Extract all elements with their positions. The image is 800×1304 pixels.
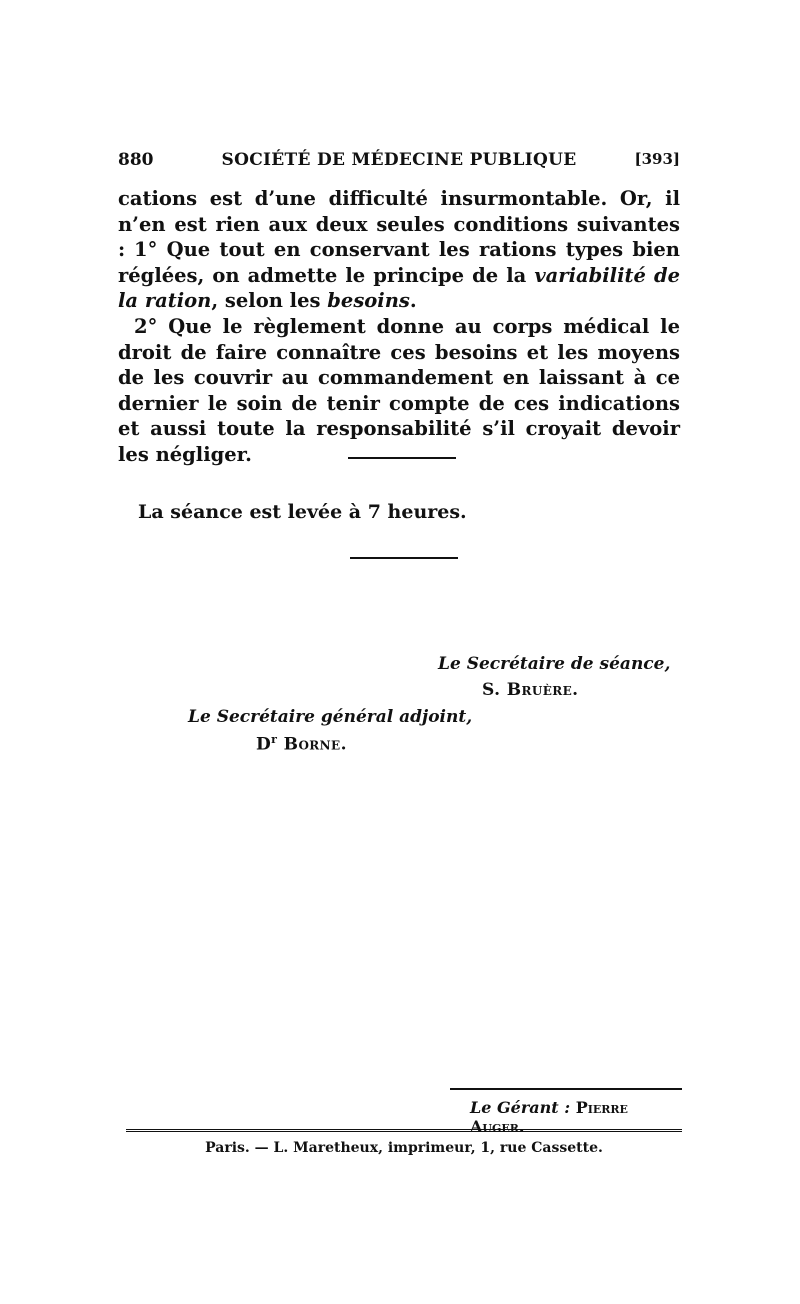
running-head [118, 150, 680, 174]
condition-1-emphasis-2: besoins [327, 289, 410, 312]
paragraph-continuation: cations est d’une difficulté insurmontable. Or, il n’en est rien aux deux seules conditions suivantes : [118, 187, 680, 261]
section-divider [348, 457, 456, 459]
paragraph-condition-1 [118, 237, 680, 314]
original-page-number: [393] [634, 150, 680, 168]
page-number: 880 [118, 150, 154, 170]
condition-1-text-c: . [409, 289, 417, 312]
printer-imprint: Paris. — L. Maretheux, imprimeur, 1, rue Cassette. [205, 1140, 603, 1156]
condition-1-text-b: , selon les [211, 289, 328, 312]
gerant-label: Le Gérant : [470, 1098, 571, 1117]
footer-rule [450, 1088, 682, 1090]
closing-statement: La séance est levée à 7 heures. [138, 501, 467, 523]
secretary-name [482, 680, 579, 700]
general-secretary-title: Le Secrétaire général adjoint, [188, 707, 473, 727]
doctor-prefix-sup: r [271, 733, 278, 746]
gerant-name: Pierre Auger. [470, 1098, 628, 1136]
general-secretary-name-text: Borne. [277, 734, 347, 755]
secretary-name-text: S. Bruère. [482, 680, 579, 700]
condition-1-emphasis: variabilité de la ration [118, 263, 680, 312]
paragraph-condition-2: 2° Que le règlement donne au corps médical le droit de faire connaître ces besoins et les moyens de les couvrir au commandement en laissant à ce dernier le soin de tenir compte de ces indications et aussi toute la responsabilité s’il croyait devoir les négliger. [118, 315, 680, 466]
doctor-prefix: D [256, 734, 272, 755]
secretary-title: Le Secrétaire de séance, [438, 654, 671, 674]
general-secretary-name [256, 733, 347, 755]
section-divider [350, 557, 458, 559]
footer-double-rule [126, 1129, 682, 1134]
running-title: SOCIÉTÉ DE MÉDECINE PUBLIQUE [221, 150, 577, 170]
condition-1-text-a: 1° Que tout en conservant les rations types bien réglées, on admette le principe de la [118, 238, 680, 287]
